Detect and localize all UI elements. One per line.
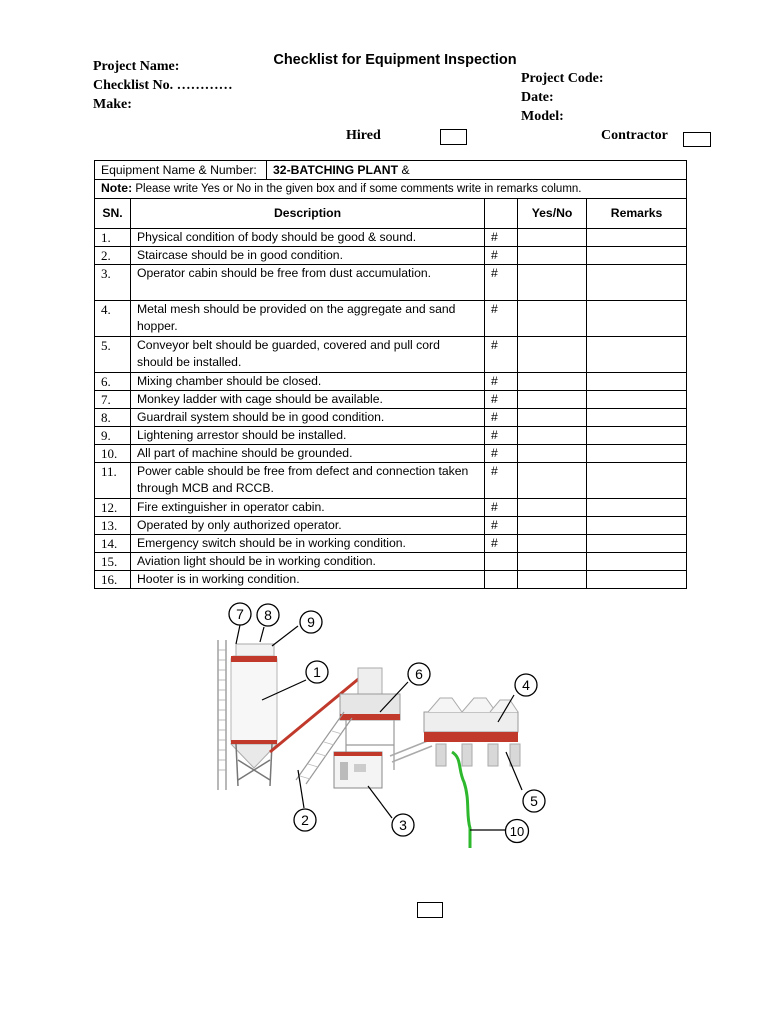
row-sn: 6.	[95, 373, 131, 391]
equipment-amp: &	[398, 162, 410, 177]
note-label: Note:	[101, 181, 133, 195]
row-mark: #	[485, 391, 518, 409]
row-sn: 7.	[95, 391, 131, 409]
callout-5	[523, 790, 545, 812]
row-description: Power cable should be free from defect and connection taken through MCB and RCCB.	[131, 463, 485, 499]
row-mark: #	[485, 463, 518, 499]
row-description: Aviation light should be in working condition.	[131, 553, 485, 571]
row-mark: #	[485, 337, 518, 373]
row-mark: #	[485, 229, 518, 247]
callout-6	[408, 663, 430, 685]
row-sn: 16.	[95, 571, 131, 589]
callout-number: 1	[313, 664, 321, 680]
row-description: Emergency switch should be in working condition.	[131, 535, 485, 553]
row-description: Hooter is in working condition.	[131, 571, 485, 589]
row-mark: #	[485, 265, 518, 301]
row-description: Operated by only authorized operator.	[131, 517, 485, 535]
row-description: Mixing chamber should be closed.	[131, 373, 485, 391]
row-mark: #	[485, 499, 518, 517]
callout-10	[506, 820, 529, 843]
operator-cabin	[334, 752, 382, 788]
callout-number: 5	[530, 793, 538, 809]
make-label: Make:	[93, 97, 132, 112]
row-sn: 2.	[95, 247, 131, 265]
row-mark: #	[485, 535, 518, 553]
row-mark: #	[485, 427, 518, 445]
callout-2	[294, 809, 316, 831]
row-description: Physical condition of body should be good & sound.	[131, 229, 485, 247]
row-sn: 5.	[95, 337, 131, 373]
project-code-label: Project Code:	[521, 71, 604, 86]
callout-number: 10	[509, 824, 525, 839]
date-label: Date:	[521, 90, 554, 105]
checklist-no-label: Checklist No. …………	[93, 78, 233, 93]
page-title: Checklist for Equipment Inspection	[273, 52, 517, 68]
row-sn: 10.	[95, 445, 131, 463]
cement-silo	[231, 644, 277, 786]
callout-number: 8	[264, 607, 272, 623]
silo-ladder	[218, 640, 226, 790]
callout-number: 9	[307, 614, 315, 630]
column-header-remarks: Remarks	[587, 199, 687, 229]
row-mark: #	[485, 517, 518, 535]
row-mark: #	[485, 301, 518, 337]
row-description: All part of machine should be grounded.	[131, 445, 485, 463]
callout-4	[515, 674, 537, 696]
row-description: Fire extinguisher in operator cabin.	[131, 499, 485, 517]
row-sn: 9.	[95, 427, 131, 445]
row-sn: 1.	[95, 229, 131, 247]
belt-conveyor	[390, 740, 432, 762]
project-name-label: Project Name:	[93, 59, 180, 74]
row-mark: #	[485, 409, 518, 427]
blank-box[interactable]	[417, 902, 443, 918]
callout-3	[392, 814, 414, 836]
row-sn: 13.	[95, 517, 131, 535]
row-description: Lightening arrestor should be installed.	[131, 427, 485, 445]
column-header-description: Description	[131, 199, 485, 229]
row-sn: 11.	[95, 463, 131, 499]
row-sn: 8.	[95, 409, 131, 427]
callout-9	[300, 611, 322, 633]
row-mark: #	[485, 445, 518, 463]
row-mark: #	[485, 247, 518, 265]
row-sn: 15.	[95, 553, 131, 571]
callout-number: 6	[415, 666, 423, 682]
equipment-label: Equipment Name & Number:	[95, 161, 267, 180]
row-description: Metal mesh should be provided on the aggregate and sand hopper.	[131, 301, 485, 337]
callout-8	[257, 604, 279, 626]
row-mark: #	[485, 373, 518, 391]
row-sn: 4.	[95, 301, 131, 337]
row-sn: 14.	[95, 535, 131, 553]
row-description: Monkey ladder with cage should be available.	[131, 391, 485, 409]
row-description: Guardrail system should be in good condition.	[131, 409, 485, 427]
row-description: Staircase should be in good condition.	[131, 247, 485, 265]
note-text: Please write Yes or No in the given box and if some comments write in remarks column.	[132, 183, 582, 195]
column-header-sn: SN.	[95, 199, 131, 229]
row-sn: 12.	[95, 499, 131, 517]
hired-label: Hired	[346, 128, 381, 143]
row-description: Conveyor belt should be guarded, covered and pull cord should be installed.	[131, 337, 485, 373]
callout-number: 7	[236, 606, 244, 622]
column-header-yes-no: Yes/No	[518, 199, 587, 229]
callout-number: 4	[522, 677, 530, 693]
callout-number: 2	[301, 812, 309, 828]
row-description: Operator cabin should be free from dust accumulation.	[131, 265, 485, 301]
row-sn: 3.	[95, 265, 131, 301]
model-label: Model:	[521, 109, 564, 124]
contractor-label: Contractor	[601, 128, 668, 143]
callout-7	[229, 603, 251, 625]
equipment-value: 32-BATCHING PLANT	[273, 162, 399, 177]
callout-1	[306, 661, 328, 683]
callout-number: 3	[399, 817, 407, 833]
